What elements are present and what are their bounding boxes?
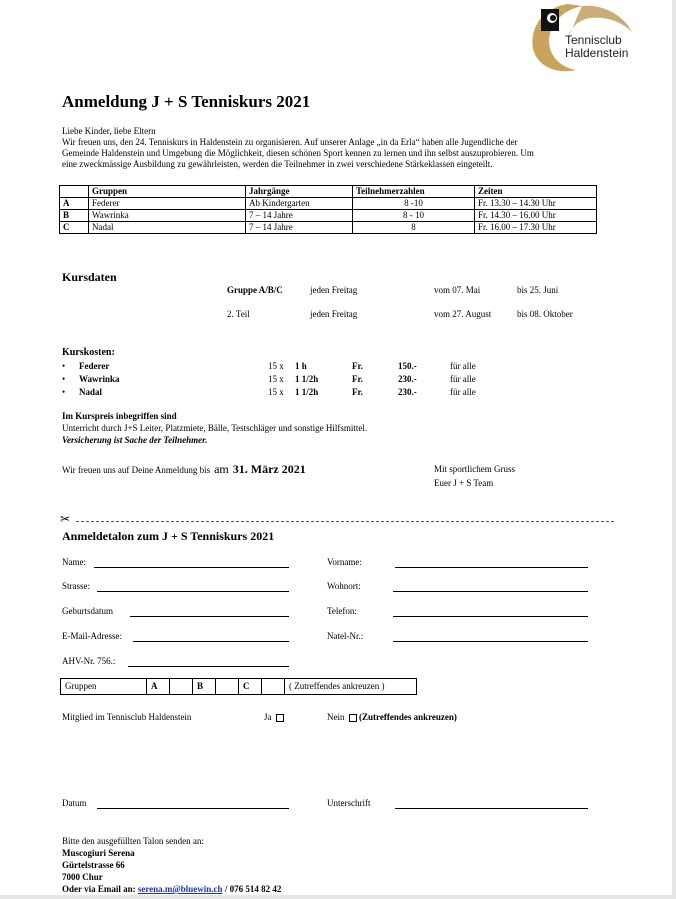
telefon-field[interactable] — [393, 616, 588, 617]
nein-checkbox[interactable] — [349, 714, 357, 722]
unterschrift-label: Unterschrift — [327, 798, 371, 808]
kosten-duration: 1 1/2h — [295, 387, 319, 397]
table-row — [60, 222, 597, 234]
datum-label: Datum — [62, 798, 87, 808]
kosten-note: für alle — [450, 387, 476, 397]
table-cell: Nadal — [89, 222, 246, 234]
kursdaten-row2-from: vom 27. August — [434, 309, 492, 319]
kursdaten-row1-from: vom 07. Mai — [434, 285, 481, 295]
deadline-date: 31. März 2021 — [232, 462, 306, 476]
vorname-field[interactable] — [395, 567, 588, 568]
mitglied-label: Mitglied im Tennisclub Haldenstein — [62, 712, 192, 722]
closing-greeting: Mit sportlichem Gruss — [434, 464, 515, 474]
kursdaten-row2-to: bis 08. Oktober — [517, 309, 573, 319]
kursdaten-heading: Kursdaten — [62, 270, 117, 284]
send-to-street: Gürtelstrasse 66 — [62, 860, 125, 870]
bullet-icon: • — [62, 374, 66, 384]
group-c-checkbox[interactable] — [261, 678, 285, 695]
intro-line-2: Gemeinde Haldenstein und Umgebung die Möglichkeit, diesen schönen Sport kennen zu lernen und ihn selbst auszuprobieren. Um — [62, 148, 534, 158]
logo-line-2: Haldenstein — [565, 46, 629, 60]
kosten-name: Federer — [79, 361, 110, 371]
table-cell: Ab Kindergarten — [246, 198, 353, 210]
send-to-intro: Bitte den ausgefüllten Talon senden an: — [62, 836, 204, 846]
send-to-city: 7000 Chur — [62, 872, 103, 882]
kursdaten-row1-group: Gruppe A/B/C — [227, 285, 283, 295]
intro-greeting: Liebe Kinder, liebe Eltern — [62, 126, 156, 136]
telefon-label: Telefon: — [327, 606, 357, 616]
table-cell: B — [60, 210, 89, 222]
geburtsdatum-field[interactable] — [130, 616, 289, 617]
bullet-icon: • — [62, 361, 66, 371]
page-edge-bottom — [0, 895, 676, 899]
gruppen-label: Gruppen — [60, 678, 147, 695]
table-row — [60, 210, 597, 222]
table-cell: Wawrinka — [89, 210, 246, 222]
ja-option — [264, 712, 284, 722]
intro-line-1: Wir freuen uns, den 24. Tenniskurs in Haldenstein zu organisieren. Auf unserer Anlage „in da Erla“ haben alle Jugendliche der — [62, 137, 518, 147]
ja-checkbox[interactable] — [276, 714, 284, 722]
email-prefix: Oder via Email an: — [62, 884, 136, 894]
kosten-count: 15 x — [268, 361, 284, 371]
kursdaten-row2-day: jeden Freitag — [310, 309, 358, 319]
name-field[interactable] — [94, 567, 289, 568]
table-header: Jahrgänge — [246, 186, 353, 198]
table-cell: Fr. 14.30 – 16.00 Uhr — [475, 210, 597, 222]
kosten-duration: 1 h — [295, 361, 307, 371]
group-b-label: B — [192, 678, 216, 695]
scissors-icon: ✂ — [60, 512, 71, 526]
table-cell: 8 -10 — [353, 198, 475, 210]
email-link[interactable]: serena.m@bluewin.ch — [137, 884, 223, 894]
unterschrift-field[interactable] — [395, 808, 588, 809]
kosten-currency: Fr. — [352, 361, 363, 371]
kosten-name: Nadal — [79, 387, 103, 397]
page-edge-right — [672, 0, 676, 899]
closing-team: Euer J + S Team — [434, 478, 494, 488]
kosten-name: Wawrinka — [79, 374, 120, 384]
group-a-checkbox[interactable] — [169, 678, 193, 695]
send-to-name: Muscogiuri Serena — [62, 848, 135, 858]
table-header — [60, 186, 89, 198]
inklusive-text: Unterricht durch J+S Leiter, Platzmiete, Bälle, Testschläger und sonstige Hilfsmittel. — [62, 423, 368, 433]
table-cell: 8 - 10 — [353, 210, 475, 222]
geburtsdatum-label: Geburtsdatum — [62, 606, 113, 616]
table-header: Teilnehmerzahlen — [353, 186, 475, 198]
gruppen-selection — [60, 678, 416, 695]
table-cell: Fr. 16.00 – 17.30 Uhr — [475, 222, 597, 234]
ahv-field[interactable] — [128, 666, 289, 667]
kosten-duration: 1 1/2h — [295, 374, 319, 384]
nein-option — [327, 712, 457, 722]
intro-line-3: eine zweckmässige Ausbildung zu gewährleisten, werden die Teilnehmer in zwei verschiedene Stärkeklassen eingeteilt. — [62, 159, 493, 169]
table-row — [60, 198, 597, 210]
deadline-line — [62, 460, 306, 478]
strasse-field[interactable] — [97, 591, 289, 592]
group-a-label: A — [146, 678, 170, 695]
gruppen-hint: ( Zutreffendes ankreuzen ) — [284, 678, 417, 695]
name-label: Name: — [62, 557, 86, 567]
insurance-note: Versicherung ist Sache der Teilnehmer. — [62, 435, 208, 445]
logo-line-1: Tennisclub — [565, 33, 622, 47]
groups-table — [59, 185, 597, 234]
deadline-am: am — [214, 462, 229, 476]
kosten-price: 230.- — [398, 374, 417, 384]
page-title: Anmeldung J + S Tenniskurs 2021 — [62, 92, 311, 111]
table-cell: A — [60, 198, 89, 210]
table-cell: 8 — [353, 222, 475, 234]
talon-title: Anmeldetalon zum J + S Tenniskurs 2021 — [62, 529, 275, 543]
kosten-note: für alle — [450, 361, 476, 371]
kosten-currency: Fr. — [352, 374, 363, 384]
vorname-label: Vorname: — [327, 557, 362, 567]
kosten-count: 15 x — [268, 374, 284, 384]
deadline-prefix: Wir freuen uns auf Deine Anmeldung bis — [62, 465, 211, 475]
ahv-label: AHV-Nr. 756.: — [62, 656, 116, 666]
email-field[interactable] — [133, 641, 289, 642]
kursdaten-row1-to: bis 25. Juni — [517, 285, 559, 295]
table-cell: 7 – 14 Jahre — [246, 210, 353, 222]
email-label: E-Mail-Adresse: — [62, 631, 122, 641]
table-cell: Fr. 13.30 – 14.30 Uhr — [475, 198, 597, 210]
ja-label: Ja — [264, 712, 272, 722]
group-b-checkbox[interactable] — [215, 678, 239, 695]
inklusive-heading: Im Kurspreis inbegriffen sind — [62, 411, 177, 421]
kurskosten-heading: Kurskosten: — [62, 347, 115, 358]
kursdaten-row1-day: jeden Freitag — [310, 285, 358, 295]
table-cell: Federer — [89, 198, 246, 210]
club-logo-text — [565, 34, 628, 60]
table-cell: C — [60, 222, 89, 234]
bullet-icon: • — [62, 387, 66, 397]
nein-hint: (Zutreffendes ankreuzen) — [359, 712, 457, 722]
kursdaten-row2-group: 2. Teil — [227, 309, 250, 319]
nein-label: Nein — [327, 712, 345, 722]
kosten-note: für alle — [450, 374, 476, 384]
kosten-count: 15 x — [268, 387, 284, 397]
wohnort-label: Wohnort: — [327, 581, 361, 591]
datum-field[interactable] — [97, 808, 289, 809]
send-to-email-line — [62, 884, 281, 894]
kosten-price: 230.- — [398, 387, 417, 397]
phone-number: / 076 514 82 42 — [222, 884, 282, 894]
natel-label: Natel-Nr.: — [327, 631, 364, 641]
wohnort-field[interactable] — [393, 591, 588, 592]
kosten-currency: Fr. — [352, 387, 363, 397]
strasse-label: Strasse: — [62, 581, 90, 591]
table-header-row — [60, 186, 597, 198]
table-header: Zeiten — [475, 186, 597, 198]
cut-line — [76, 521, 614, 522]
kosten-price: 150.- — [398, 361, 417, 371]
natel-field[interactable] — [393, 641, 588, 642]
intro-text — [62, 126, 622, 170]
table-cell: 7 – 14 Jahre — [246, 222, 353, 234]
group-c-label: C — [238, 678, 262, 695]
table-header: Gruppen — [89, 186, 246, 198]
